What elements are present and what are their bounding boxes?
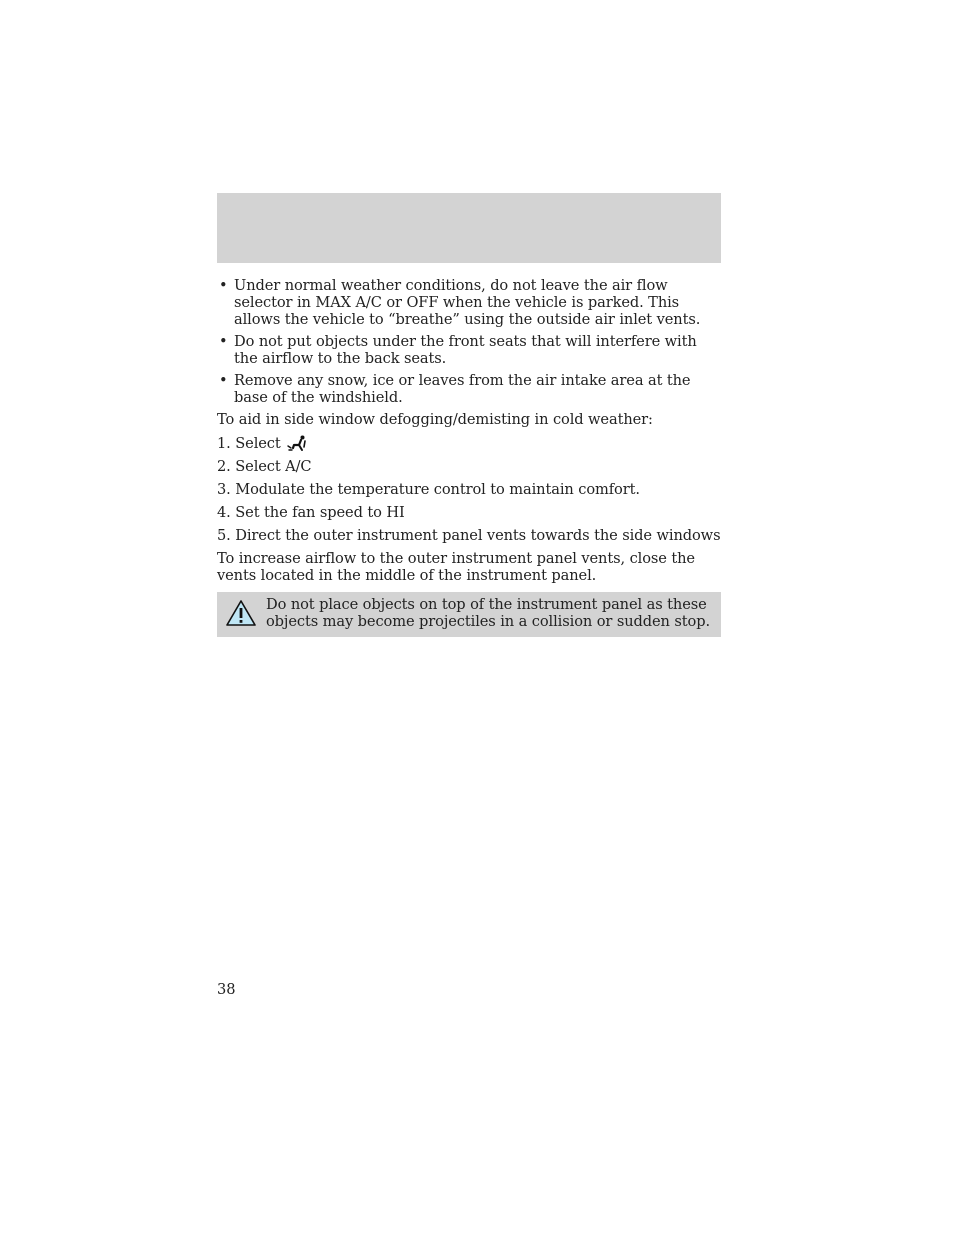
bullet-text: Do not put objects under the front seats that will interfere with the airflow to the back seats.	[234, 333, 697, 367]
bullet-item	[217, 277, 721, 328]
step-list	[217, 435, 721, 544]
step-text: 3. Modulate the temperature control to maintain comfort.	[217, 481, 640, 498]
step-item	[217, 481, 721, 498]
closing-paragraph: To increase airflow to the outer instrument panel vents, close the vents located in the middle of the instrument panel.	[217, 550, 695, 584]
floor-defrost-icon	[287, 435, 307, 452]
bullet-text: Remove any snow, ice or leaves from the air intake area at the base of the windshield.	[234, 372, 691, 406]
bullet-item	[217, 372, 721, 406]
page-content	[217, 277, 721, 637]
step-text: 5. Direct the outer instrument panel vents towards the side windows	[217, 527, 721, 544]
step-item	[217, 458, 721, 475]
bullet-item	[217, 333, 721, 367]
step-text: 2. Select A/C	[217, 458, 312, 475]
step-text: 1. Select	[217, 435, 281, 452]
page-number: 38	[217, 981, 236, 998]
bullet-dot: •	[219, 277, 228, 294]
step-text: 4. Set the fan speed to HI	[217, 504, 405, 521]
step-item	[217, 435, 721, 452]
step-item	[217, 527, 721, 544]
section-header-band	[217, 193, 721, 263]
bullet-text: Under normal weather conditions, do not leave the air flow selector in MAX A/C or OFF when the vehicle is parked. This allows the vehicle to “breathe” using the outside air inlet vents.	[234, 277, 701, 328]
intro-paragraph: To aid in side window defogging/demisting in cold weather:	[217, 411, 653, 428]
step-item	[217, 504, 721, 521]
bullet-list	[217, 277, 721, 406]
warning-box	[217, 592, 721, 637]
warning-text: Do not place objects on top of the instrument panel as these objects may become projectiles in a collision or sudden stop.	[266, 596, 710, 630]
bullet-dot: •	[219, 333, 228, 350]
bullet-dot: •	[219, 372, 228, 389]
warning-triangle-icon	[225, 599, 257, 627]
